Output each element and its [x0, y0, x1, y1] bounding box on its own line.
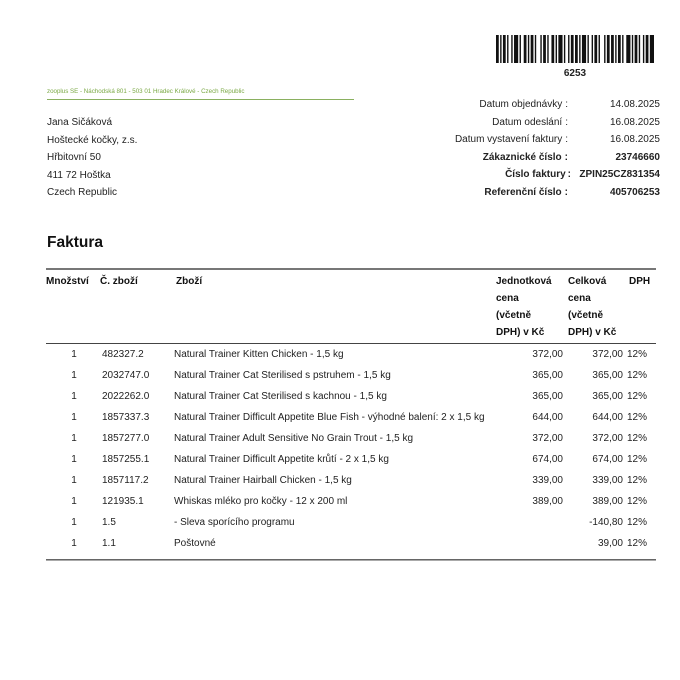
barcode-bar [558, 35, 562, 63]
cell-vat: 12% [627, 369, 648, 381]
barcode-bar [551, 35, 554, 63]
barcode-bar [543, 35, 546, 63]
barcode-bar [635, 35, 638, 63]
info-ship-date [455, 114, 660, 132]
info-separator: : [564, 186, 568, 198]
barcode-bar [528, 35, 529, 63]
barcode-bar [626, 35, 630, 63]
info-value: 14.08.2025 [609, 99, 660, 110]
cell-total-price: -140,80 [589, 516, 623, 528]
recipient-country: Czech Republic [47, 187, 118, 199]
recipient-street: Hřbitovní 50 [47, 152, 101, 164]
header-total-price [563, 273, 623, 341]
recipient-name: Jana Sičáková [47, 117, 113, 128]
info-label: Datum odeslání [492, 116, 563, 128]
barcode-bar [500, 35, 501, 63]
cell-unit-price [494, 535, 563, 552]
header-total-price-line: Celková [568, 275, 607, 287]
barcode-bar [531, 35, 534, 63]
barcode-bar [540, 35, 541, 63]
sender-address: zooplus SE - Náchodská 801 - 503 01 Hradec Králové - Czech Republic [47, 88, 245, 95]
cell-item-number: 2022262.0 [102, 390, 150, 402]
cell-item-number: 1857337.3 [102, 411, 150, 423]
cell-total-price: 365,00 [592, 369, 623, 381]
table-row [46, 428, 656, 449]
info-separator: : [565, 99, 568, 110]
barcode-bar [646, 35, 649, 63]
cell-unit-price: 365,00 [532, 369, 563, 381]
barcode-bar [503, 35, 506, 63]
cell-total-price: 644,00 [592, 411, 623, 423]
cell-total-price: 372,00 [592, 348, 623, 360]
barcode-bar [592, 35, 593, 63]
sender-divider [47, 99, 354, 100]
cell-item-name: Natural Trainer Difficult Appetite krůtí - 2 x 1,5 kg [174, 453, 389, 465]
barcode-bar [587, 35, 588, 63]
table-row [46, 407, 656, 428]
info-order-date [455, 96, 660, 114]
info-label: Zákaznické číslo [482, 151, 562, 163]
table-row [46, 344, 656, 365]
table-row [46, 470, 656, 491]
barcode-bar [632, 35, 633, 63]
header-total-price-line: DPH) v Kč [568, 326, 617, 338]
barcode-bar [520, 35, 521, 63]
info-value: 16.08.2025 [609, 134, 660, 146]
cell-vat: 12% [627, 537, 648, 549]
info-separator: : [564, 151, 568, 163]
table-body [46, 344, 656, 554]
cell-unit-price: 674,00 [532, 453, 563, 465]
cell-unit-price: 372,00 [532, 432, 563, 444]
cell-vat: 12% [627, 474, 648, 486]
cell-quantity: 1 [71, 432, 77, 444]
barcode-bar [496, 35, 499, 63]
cell-vat: 12% [627, 348, 648, 360]
cell-item-name: Natural Trainer Cat Sterilised s kachnou - 1,5 kg [174, 390, 387, 402]
cell-unit-price: 389,00 [532, 495, 563, 507]
cell-item-name: Natural Trainer Cat Sterilised s pstruhem - 1,5 kg [174, 369, 391, 381]
recipient-city: 411 72 Hoštka [47, 169, 111, 181]
recipient-address [47, 114, 137, 202]
table-row [46, 533, 656, 554]
cell-item-number: 1857117.2 [102, 474, 149, 486]
info-label: Číslo faktury [505, 169, 566, 181]
info-value: 23746660 [615, 151, 660, 163]
cell-vat: 12% [627, 390, 648, 402]
barcode-bar [622, 35, 623, 63]
barcode-bar [524, 35, 527, 63]
header-vat: DPH [629, 275, 651, 287]
barcode-bar [650, 35, 654, 63]
invoice-info [455, 96, 660, 202]
table-bottom-rule [46, 559, 656, 561]
barcode-bar [599, 35, 600, 63]
barcode-bar [507, 35, 508, 63]
header-unit-price-line: DPH) v Kč [496, 326, 545, 338]
cell-total-price: 372,00 [592, 432, 623, 444]
info-invoice-number [455, 166, 660, 184]
header-total-price-line: cena [568, 292, 591, 304]
table-row [46, 512, 656, 533]
barcode-bar [604, 35, 605, 63]
info-customer-number [455, 149, 660, 167]
barcode-bar [594, 35, 597, 63]
cell-item-name: - Sleva sporícího programu [174, 516, 295, 528]
info-label: Datum vystavení faktury [454, 134, 563, 146]
barcode-number: 6253 [563, 68, 587, 79]
cell-vat: 12% [627, 432, 648, 444]
barcode-bar [547, 35, 548, 63]
header-quantity: Množství [46, 275, 89, 287]
info-separator: : [565, 116, 568, 128]
info-invoice-date [455, 131, 660, 149]
cell-unit-price: 372,00 [532, 348, 563, 360]
cell-vat: 12% [627, 411, 648, 423]
barcode-image [496, 35, 654, 63]
cell-quantity: 1 [71, 495, 77, 507]
cell-vat: 12% [627, 516, 648, 528]
table-row [46, 491, 656, 512]
barcode-bar [643, 35, 644, 63]
info-label: Datum objednávky [479, 99, 563, 110]
cell-quantity: 1 [71, 390, 77, 402]
cell-vat: 12% [627, 495, 648, 507]
cell-item-number: 1.5 [102, 516, 116, 528]
info-separator: : [567, 169, 571, 181]
cell-item-number: 1857255.1 [102, 453, 150, 465]
table-header [46, 270, 656, 343]
header-unit-price [494, 273, 563, 341]
header-unit-price-line: (včetně [496, 309, 532, 321]
cell-item-number: 1.1 [102, 537, 116, 549]
barcode-bar [556, 35, 557, 63]
page-title: Faktura [47, 234, 103, 251]
cell-quantity: 1 [71, 348, 77, 360]
recipient-organization: Hoštecké kočky, z.s. [47, 134, 138, 146]
cell-quantity: 1 [71, 369, 77, 381]
info-value: 405706253 [609, 186, 660, 198]
info-separator: : [565, 134, 568, 146]
cell-vat: 12% [627, 453, 648, 465]
barcode-bar [571, 35, 574, 63]
barcode-bar [511, 35, 512, 63]
barcode-bar [575, 35, 578, 63]
cell-unit-price: 339,00 [532, 474, 563, 486]
cell-total-price: 365,00 [592, 390, 623, 402]
header-unit-price-line: Jednotková [496, 275, 552, 287]
header-total-price-line: (včetně [568, 309, 604, 321]
barcode-bar [615, 35, 616, 63]
cell-quantity: 1 [71, 537, 77, 549]
cell-quantity: 1 [71, 474, 77, 486]
info-reference-number [455, 184, 660, 202]
cell-total-price: 674,00 [592, 453, 623, 465]
barcode-bar [579, 35, 580, 63]
cell-unit-price: 365,00 [532, 390, 563, 402]
header-item-number: Č. zboží [100, 275, 138, 287]
cell-quantity: 1 [71, 516, 77, 528]
barcode-bar [535, 35, 536, 63]
cell-unit-price: 644,00 [532, 411, 563, 423]
cell-item-name: Natural Trainer Difficult Appetite Blue Fish - výhodné balení: 2 x 1,5 kg [174, 411, 485, 423]
invoice-table [46, 268, 656, 561]
cell-item-number: 121935.1 [102, 495, 144, 507]
cell-total-price: 39,00 [597, 537, 623, 549]
header-item-name: Zboží [176, 275, 203, 287]
cell-item-number: 2032747.0 [102, 369, 150, 381]
cell-item-number: 1857277.0 [102, 432, 150, 444]
barcode [496, 35, 654, 63]
cell-item-name: Natural Trainer Adult Sensitive No Grain Trout - 1,5 kg [174, 432, 413, 444]
cell-quantity: 1 [71, 453, 77, 465]
info-label: Referenční číslo [484, 186, 562, 198]
barcode-bar [639, 35, 640, 63]
barcode-bar [607, 35, 610, 63]
cell-item-name: Whiskas mléko pro kočky - 12 x 200 ml [174, 495, 348, 507]
barcode-bar [611, 35, 614, 63]
cell-unit-price [494, 514, 563, 531]
barcode-bar [582, 35, 586, 63]
cell-item-number: 482327.2 [102, 348, 144, 360]
barcode-bar [564, 35, 565, 63]
table-row [46, 365, 656, 386]
cell-quantity: 1 [71, 411, 77, 423]
cell-total-price: 389,00 [592, 495, 623, 507]
cell-item-name: Poštovné [174, 537, 216, 549]
barcode-bar [514, 35, 518, 63]
barcode-bar [568, 35, 569, 63]
cell-total-price: 339,00 [592, 474, 623, 486]
cell-item-name: Natural Trainer Hairball Chicken - 1,5 kg [174, 474, 352, 486]
info-value: 16.08.2025 [609, 116, 660, 128]
header-unit-price-line: cena [496, 292, 519, 304]
cell-item-name: Natural Trainer Kitten Chicken - 1,5 kg [174, 348, 344, 360]
info-value: ZPIN25CZ831354 [579, 169, 660, 181]
table-row [46, 449, 656, 470]
table-row [46, 386, 656, 407]
barcode-bar [618, 35, 621, 63]
